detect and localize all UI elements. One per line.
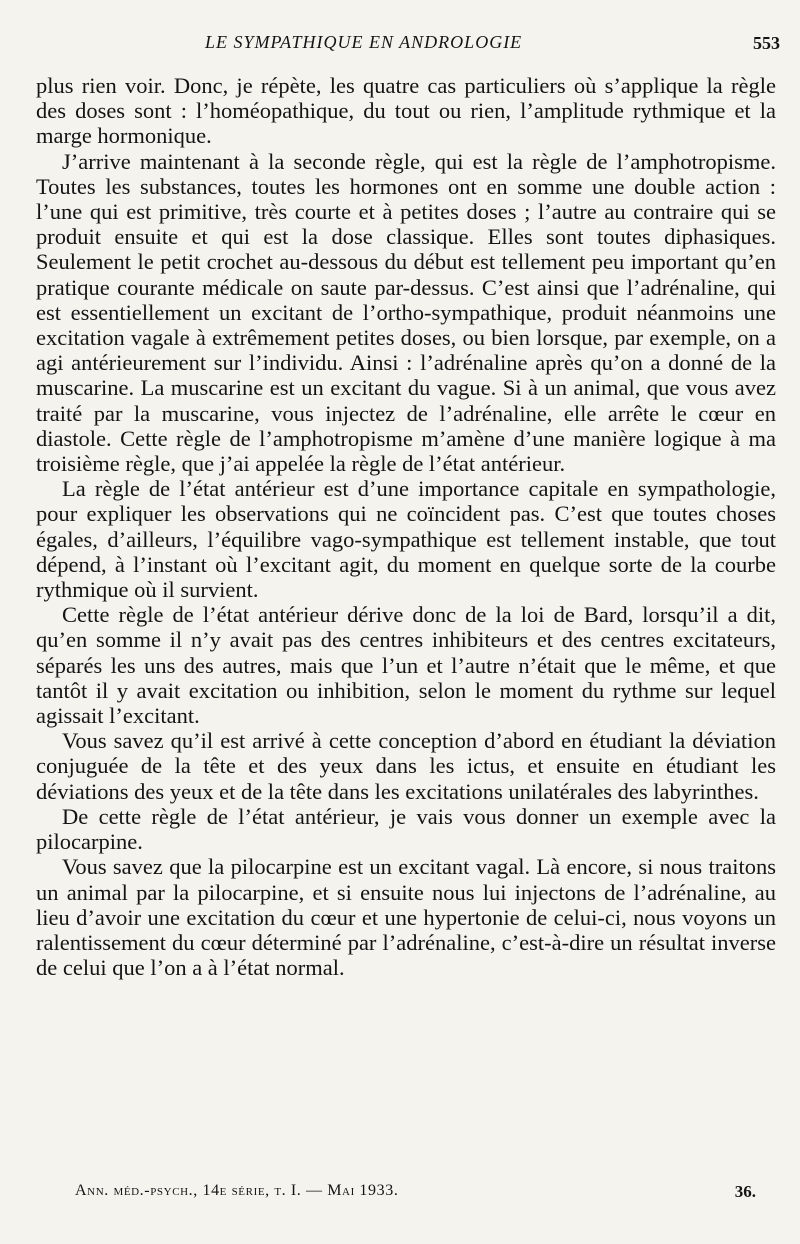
- paragraph: La règle de l’état antérieur est d’une importance capitale en sympathologie, pour expliquer les observations qui ne coïncident pas. C’est que toutes choses égales, d’ailleurs, l’équilibre vago-sympathique est tellement instable, que tout dépend, à l’instant où l’excitant agit, du moment en quelque sorte de la courbe rythmique où il survient.: [36, 476, 776, 603]
- running-title: LE SYMPATHIQUE EN ANDROLOGIE: [205, 32, 523, 52]
- journal-citation: Ann. méd.-psych., 14e série, t. I. — Mai 1933.: [75, 1182, 399, 1199]
- page-footer: [0, 1182, 800, 1210]
- paragraph: Vous savez que la pilocarpine est un excitant vagal. Là encore, si nous traitons un animal par la pilocarpine, et si ensuite nous lui injectons de l’adrénaline, au lieu d’avoir une excitation du cœur et une hypertonie de celui-ci, nous voyons un ralentissement du cœur déterminé par l’adrénaline, c’est-à-dire un résultat inverse de celui que l’on a à l’état normal.: [36, 854, 776, 981]
- page-number: 553: [753, 33, 780, 53]
- paragraph: plus rien voir. Donc, je répète, les quatre cas particuliers où s’applique la règle des doses sont : l’homéopathique, du tout ou rien, l’amplitude rythmique et la marge hormonique.: [36, 73, 776, 149]
- sheet-number: 36.: [734, 1182, 756, 1201]
- running-header: [0, 30, 800, 60]
- paragraph: Vous savez qu’il est arrivé à cette conception d’abord en étudiant la déviation conjuguée de la tête et des yeux dans les ictus, et ensuite en étudiant les déviations des yeux et de la tête dans les excitations unilatérales des labyrinthes.: [36, 728, 776, 804]
- paragraph: De cette règle de l’état antérieur, je vais vous donner un exemple avec la pilocarpine.: [36, 803, 776, 855]
- paragraph: J’arrive maintenant à la seconde règle, qui est la règle de l’amphotropisme. Toutes les substances, toutes les hormones ont en somme une double action : l’une qui est primitive, très courte et à petites doses ; l’autre au contraire qui se produit ensuite et qui est la dose classique. Elles sont toutes diphasiques. Seulement le petit crochet au-dessous du début est tellement peu important qu’en pratique courante médicale on saute par-dessus. C’est ainsi que l’adrénaline, qui est essentiellement un excitant de l’ortho-sympathique, produit néanmoins une excitation vagale à extrêmement petites doses, ou bien lorsque, par exemple, on a agi antérieurement sur l’individu. Ainsi : l’adrénaline après qu’on a donné de la muscarine. La muscarine est un excitant du vague. Si à un animal, que vous avez traité par la muscarine, vous injectez de l’adrénaline, elle arrête le cœur en diastole. Cette règle de l’amphotropisme m’amène d’une manière logique à ma troisième règle, que j’ai appelée la règle de l’état antérieur.: [36, 148, 776, 477]
- body-text: [36, 73, 776, 980]
- paragraph: Cette règle de l’état antérieur dérive donc de la loi de Bard, lorsqu’il a dit, qu’en somme il n’y avait pas des centres inhibiteurs et des centres excitateurs, séparés les uns des autres, mais que l’un et l’autre n’était que le même, et que tantôt il y avait excitation ou inhibition, selon le moment du rythme sur lequel agissait l’excitant.: [36, 602, 776, 729]
